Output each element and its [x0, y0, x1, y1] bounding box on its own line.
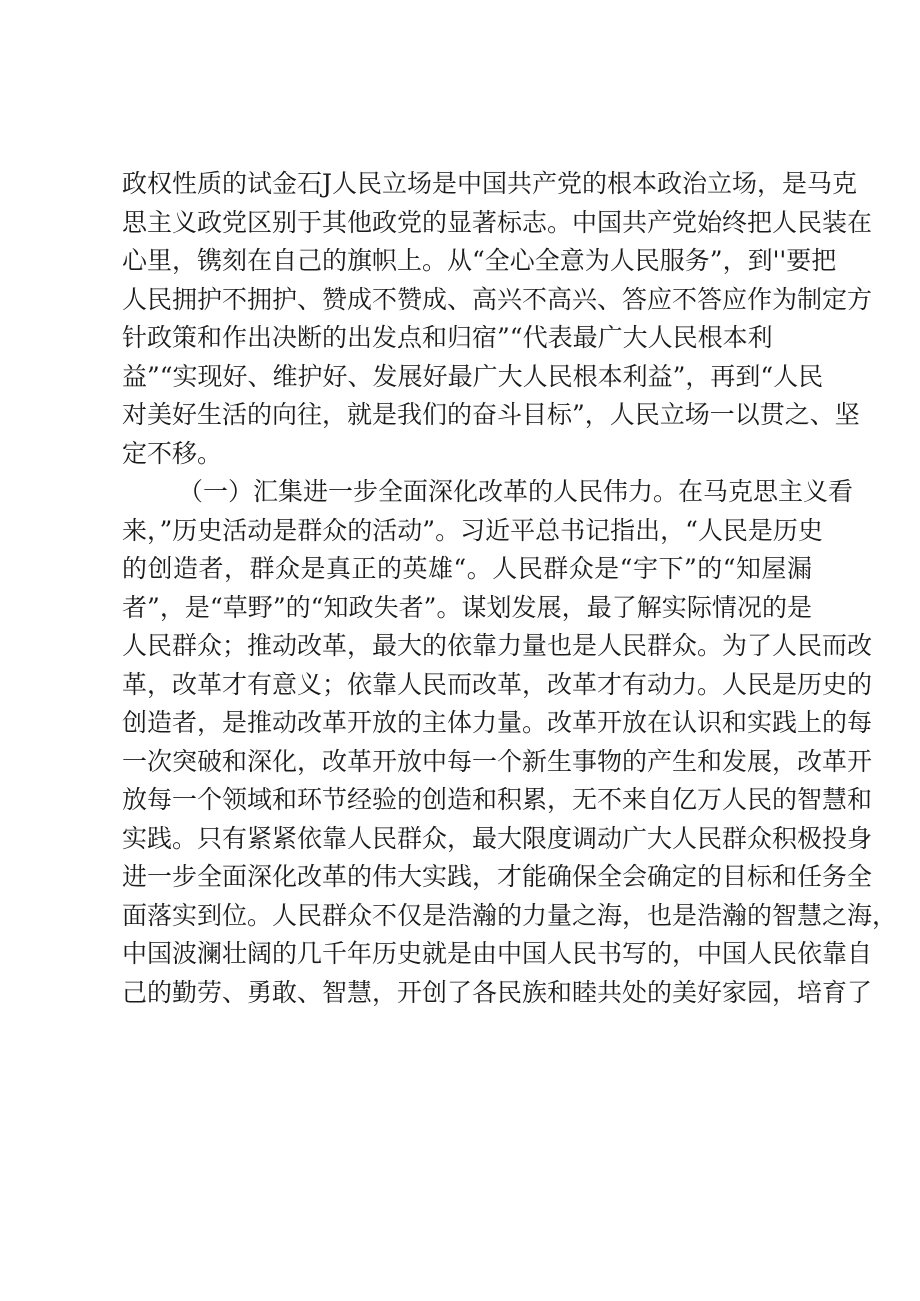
text-line: 一次突破和深化，改革开放中每一个新生事物的产生和发展，改革开	[122, 746, 873, 776]
text-line: 针政策和作出决断的出发点和归宿”“代表最广大人民根本利	[122, 323, 773, 352]
text-line: 进一步全面深化改革的伟大实践，才能确保全会确定的目标和任务全	[122, 862, 873, 891]
text-line: 心里，镌刻在自己的旗帜上。从“全心全意为人民服务”，到''要把	[122, 246, 837, 275]
text-line: 中国波澜壮阔的几千年历史就是由中国人民书写的，中国人民依靠自	[122, 939, 873, 968]
text-line: 对美好生活的向往，就是我们的奋斗目标”，人民立场一以贯之、坚	[122, 400, 860, 429]
text-line: 实践。只有紧紧依靠人民群众，最大限度调动广大人民群众积极投身	[122, 823, 873, 853]
text-line: 人民群众；推动改革，最大的依靠力量也是人民群众。为了人民而改	[122, 631, 873, 660]
text-line: 益”“实现好、维护好、发展好最广大人民根本利益”，再到“人民	[122, 361, 824, 391]
text-line: 人民拥护不拥护、赞成不赞成、高兴不高兴、答应不答应作为制定方	[122, 284, 873, 314]
body-text	[122, 165, 898, 1012]
text-line: 政权性质的试金石J人民立场是中国共产党的根本政治立场，是马克	[122, 169, 858, 198]
text-line: 者”，是“草野”的“知政失者”。谋划发展，最了解实际情况的是	[122, 592, 812, 622]
paragraph-political-stance	[122, 165, 873, 473]
text-line: 的创造者，群众是真正的英雄“。人民群众是“宇下”的“知屋漏	[122, 554, 812, 583]
text-line: 来，”历史活动是群众的活动”。习近平总书记指出，“人民是历史	[122, 515, 823, 545]
text-line: 革，改革才有意义；依靠人民而改革，改革才有动力。人民是历史的	[122, 669, 873, 699]
section-heading-line: （一）汇集进一步全面深化改革的人民伟力。在马克思主义看	[178, 477, 854, 506]
text-line: 思主义政党区别于其他政党的显著标志。中国共产党始终把人民装在	[122, 207, 873, 237]
text-line: 放每一个领域和环节经验的创造和积累，无不来自亿万人民的智慧和	[122, 785, 873, 814]
text-line: 定不移。	[122, 438, 223, 468]
text-line: 创造者，是推动改革开放的主体力量。改革开放在认识和实践上的每	[122, 708, 873, 737]
text-line: 面落实到位。人民群众不仅是浩瀚的力量之海，也是浩瀚的智慧之海，	[122, 900, 898, 930]
text-line: 己的勤劳、勇敢、智慧，开创了各民族和睦共处的美好家园，培育了	[122, 977, 873, 1007]
paragraph-people-power	[122, 473, 898, 1012]
